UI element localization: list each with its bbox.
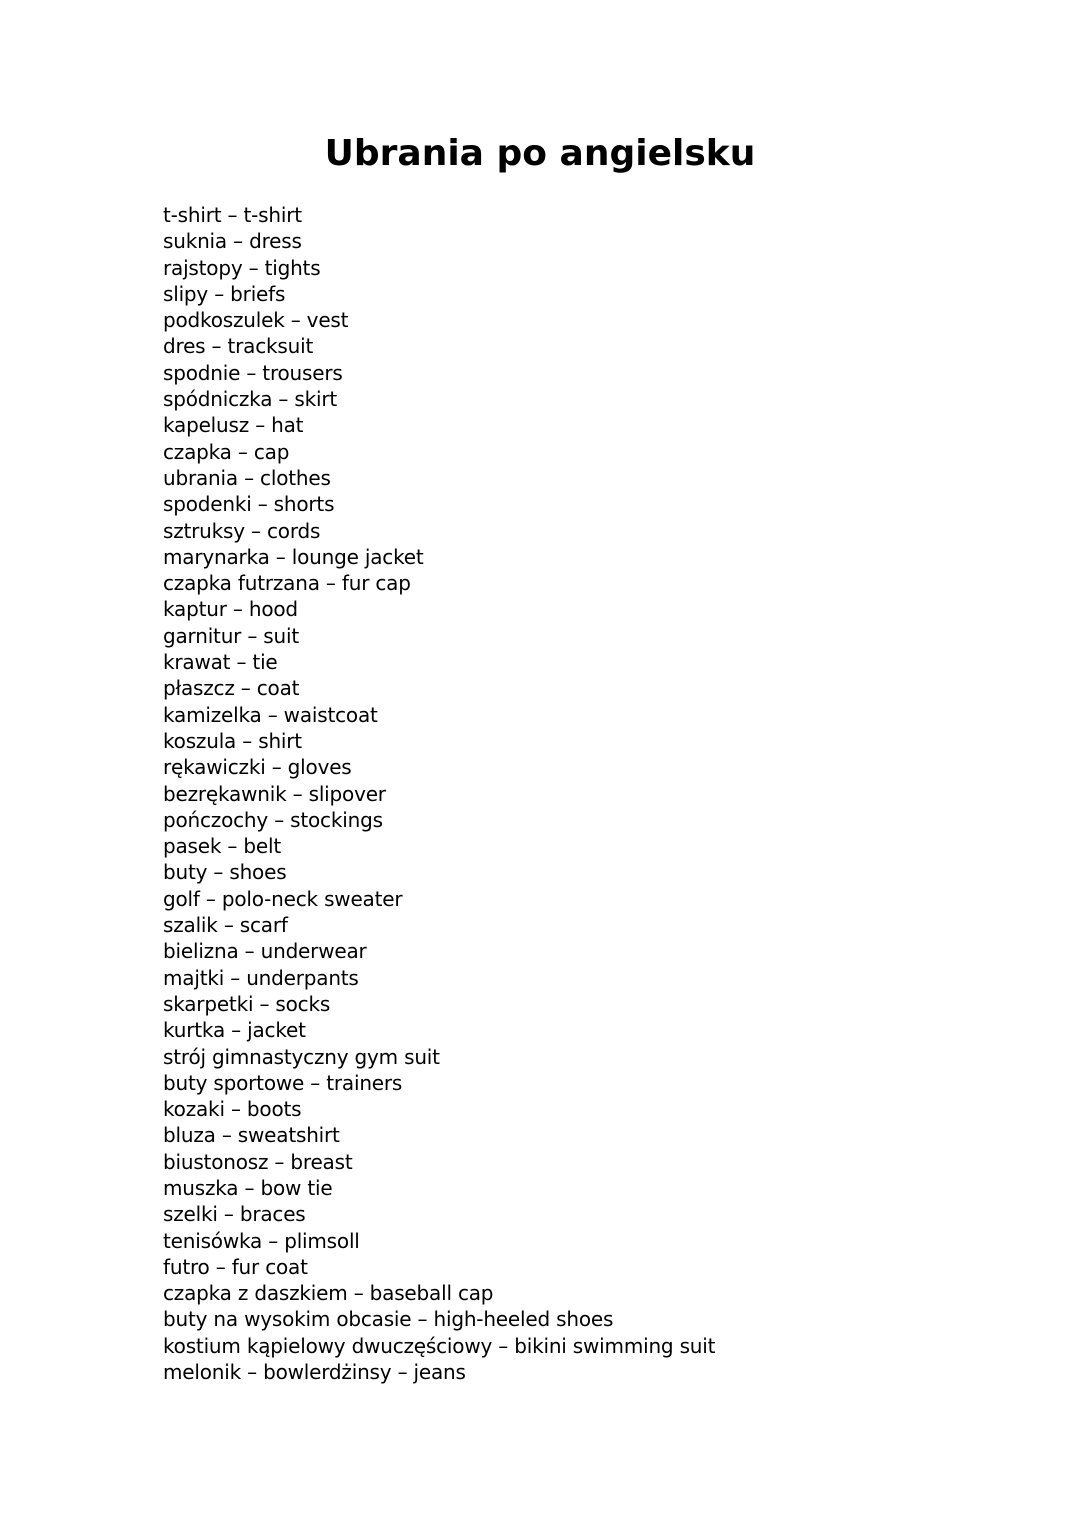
- vocabulary-entry: biustonosz – breast: [163, 1149, 353, 1174]
- vocabulary-entry: kapelusz – hat: [163, 413, 304, 438]
- vocabulary-entry: kaptur – hood: [163, 597, 298, 622]
- vocabulary-entry: pasek – belt: [163, 834, 281, 859]
- vocabulary-entry: bezrękawnik – slipover: [163, 781, 386, 806]
- vocabulary-entry: kurtka – jacket: [163, 1018, 306, 1043]
- vocabulary-entry: muszka – bow tie: [163, 1175, 333, 1200]
- vocabulary-list: [163, 202, 715, 1385]
- vocabulary-entry: koszula – shirt: [163, 728, 302, 753]
- vocabulary-entry: spódniczka – skirt: [163, 387, 337, 412]
- vocabulary-entry: melonik – bowlerdżinsy – jeans: [163, 1360, 466, 1385]
- page-title: Ubrania po angielsku: [324, 133, 756, 174]
- vocabulary-entry: sztruksy – cords: [163, 518, 321, 543]
- vocabulary-entry: szalik – scarf: [163, 913, 288, 938]
- vocabulary-entry: golf – polo-neck sweater: [163, 886, 403, 911]
- vocabulary-entry: kozaki – boots: [163, 1097, 302, 1122]
- vocabulary-entry: bluza – sweatshirt: [163, 1123, 340, 1148]
- vocabulary-entry: dres – tracksuit: [163, 334, 314, 359]
- vocabulary-entry: strój gimnastyczny gym suit: [163, 1044, 440, 1069]
- vocabulary-entry: podkoszulek – vest: [163, 308, 349, 333]
- vocabulary-entry: suknia – dress: [163, 229, 302, 254]
- vocabulary-entry: t-shirt – t-shirt: [163, 203, 302, 227]
- vocabulary-entry: kostium kąpielowy dwuczęściowy – bikini swimming suit: [163, 1333, 716, 1358]
- vocabulary-entry: rajstopy – tights: [163, 255, 321, 280]
- vocabulary-entry: czapka – cap: [163, 439, 290, 464]
- vocabulary-entry: czapka z daszkiem – baseball cap: [163, 1281, 494, 1306]
- vocabulary-entry: rękawiczki – gloves: [163, 755, 352, 780]
- vocabulary-entry: buty – shoes: [163, 860, 287, 885]
- vocabulary-entry: kamizelka – waistcoat: [163, 702, 378, 727]
- vocabulary-entry: spodnie – trousers: [163, 360, 343, 385]
- vocabulary-entry: futro – fur coat: [163, 1254, 308, 1279]
- vocabulary-entry: płaszcz – coat: [163, 676, 300, 701]
- vocabulary-entry: buty na wysokim obcasie – high-heeled shoes: [163, 1307, 614, 1332]
- vocabulary-entry: skarpetki – socks: [163, 991, 331, 1016]
- vocabulary-entry: garnitur – suit: [163, 623, 300, 648]
- vocabulary-entry: pończochy – stockings: [163, 807, 383, 832]
- vocabulary-entry: tenisówka – plimsoll: [163, 1228, 360, 1253]
- vocabulary-entry: slipy – briefs: [163, 281, 286, 306]
- vocabulary-entry: szelki – braces: [163, 1202, 306, 1227]
- vocabulary-entry: bielizna – underwear: [163, 939, 367, 964]
- vocabulary-entry: majtki – underpants: [163, 965, 359, 990]
- vocabulary-entry: ubrania – clothes: [163, 465, 331, 490]
- vocabulary-entry: czapka futrzana – fur cap: [163, 571, 411, 596]
- vocabulary-entry: marynarka – lounge jacket: [163, 544, 424, 569]
- vocabulary-entry: krawat – tie: [163, 650, 278, 675]
- vocabulary-entry: buty sportowe – trainers: [163, 1070, 403, 1095]
- vocabulary-entry: spodenki – shorts: [163, 492, 335, 517]
